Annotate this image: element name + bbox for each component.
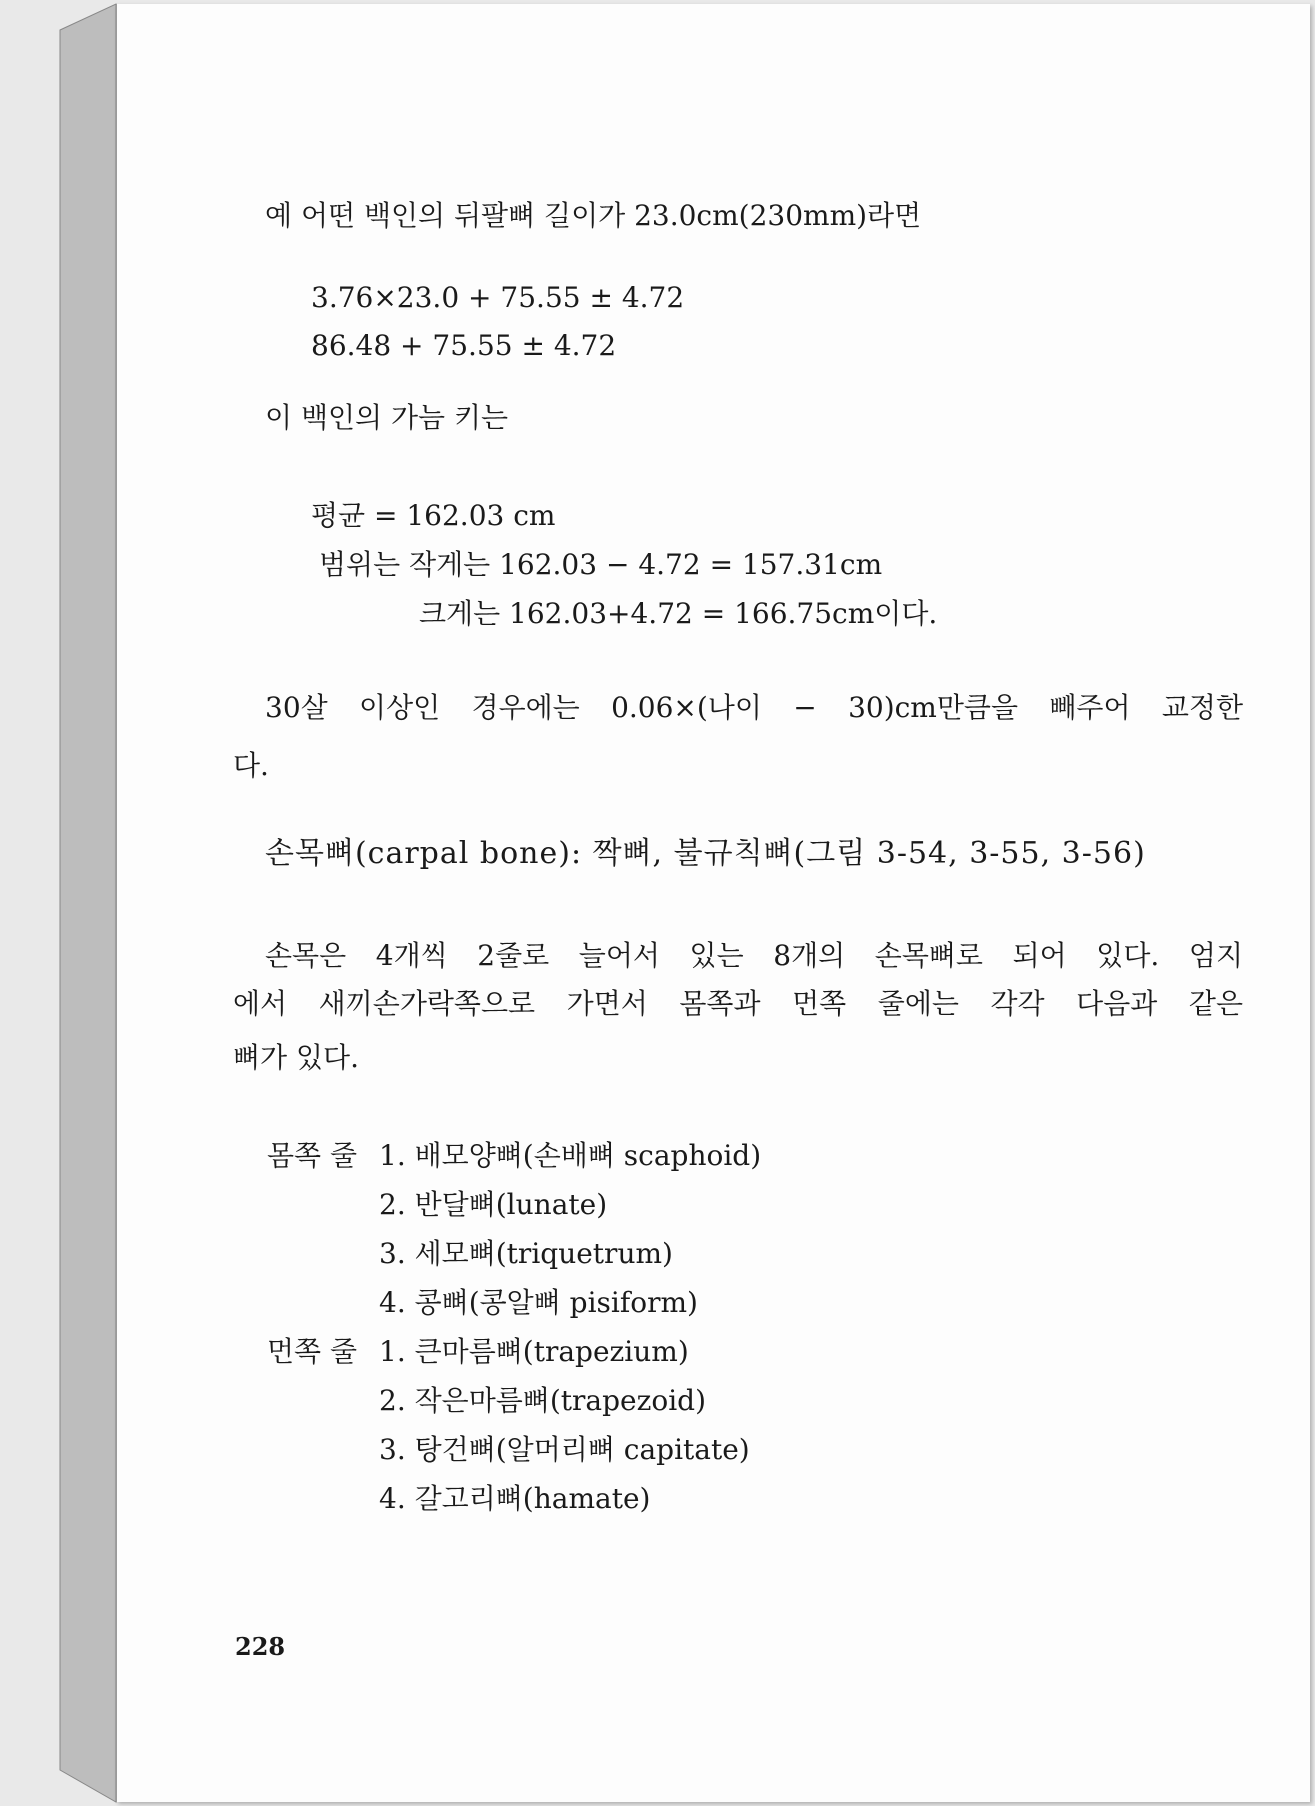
- list-item: 1. 배모양뼈(손배뼈 scaphoid): [379, 1139, 762, 1172]
- range-small: 범위는 작게는 162.03 − 4.72 = 157.31cm: [319, 548, 883, 581]
- age-correction-line-2: 다.: [233, 749, 269, 782]
- range-large: 크게는 162.03+4.72 = 166.75cm이다.: [419, 597, 938, 630]
- carpal-title: 손목뼈(carpal bone): 짝뼈, 불규칙뼈(그림 3-54, 3-55, 3-56): [265, 836, 1146, 871]
- calc-line-1: 3.76×23.0 + 75.55 ± 4.72: [311, 281, 685, 314]
- book-page: [116, 4, 1310, 1802]
- proximal-row-label: 몸쪽 줄: [267, 1139, 358, 1172]
- list-item: 1. 큰마름뼈(trapezium): [379, 1335, 689, 1368]
- age-correction-line-1: 30살 이상인 경우에는 0.06×(나이 − 30)cm만큼을 빼주어 교정한: [265, 691, 1243, 724]
- estimate-intro: 이 백인의 가늠 키는: [265, 401, 509, 434]
- distal-row-label: 먼쪽 줄: [267, 1335, 358, 1368]
- calc-line-2: 86.48 + 75.55 ± 4.72: [311, 329, 617, 362]
- list-item: 2. 반달뼈(lunate): [379, 1188, 608, 1221]
- carpal-para-line-3: 뼈가 있다.: [233, 1041, 359, 1074]
- list-item: 2. 작은마름뼈(trapezoid): [379, 1384, 707, 1417]
- carpal-para-line-1: 손목은 4개씩 2줄로 늘어서 있는 8개의 손목뼈로 되어 있다. 엄지: [265, 939, 1243, 972]
- list-item: 3. 세모뼈(triquetrum): [379, 1237, 673, 1270]
- list-item: 3. 탕건뼈(알머리뼈 capitate): [379, 1433, 750, 1466]
- list-item: 4. 콩뼈(콩알뼈 pisiform): [379, 1286, 698, 1319]
- example-heading: 예 어떤 백인의 뒤팔뼈 길이가 23.0cm(230mm)라면: [265, 199, 922, 232]
- page-number: 228: [235, 1632, 286, 1661]
- list-item: 4. 갈고리뼈(hamate): [379, 1482, 651, 1515]
- carpal-para-line-2: 에서 새끼손가락쪽으로 가면서 몸쪽과 먼쪽 줄에는 각각 다음과 같은: [233, 987, 1243, 1020]
- mean-height: 평균 = 162.03 cm: [311, 499, 556, 532]
